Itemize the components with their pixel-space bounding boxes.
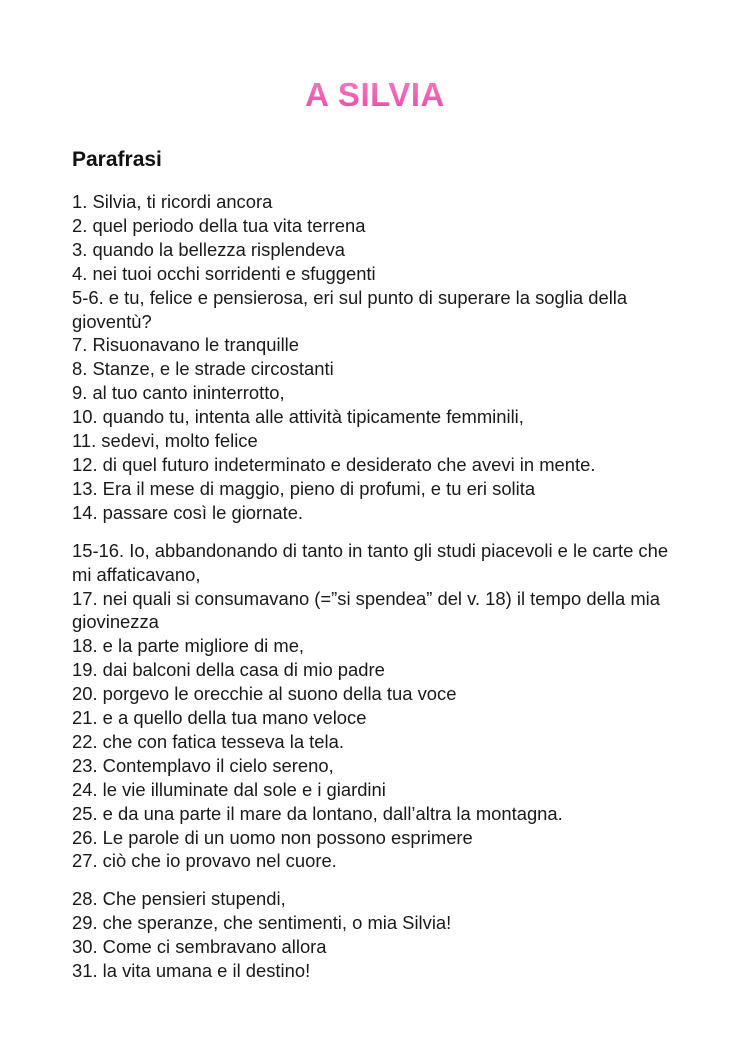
section-heading: Parafrasi: [72, 148, 162, 171]
verse-line: 30. Come ci sembravano allora: [72, 936, 327, 958]
verse-line: 1. Silvia, ti ricordi ancora: [72, 191, 273, 212]
verse-line: 15-16. Io, abbandonando di tanto in tanto gli studi piacevoli e le carte che mi affaticavano,: [72, 539, 669, 585]
verse-line: 18. e la parte migliore di me,: [72, 635, 305, 657]
verse-line: 24. le vie illuminate dal sole e i giardini: [72, 778, 386, 800]
verse-line: 23. Contemplavo il cielo sereno,: [72, 754, 334, 776]
verse-line: 10. quando tu, intenta alle attività tipicamente femminili,: [72, 406, 524, 428]
verse-line: 20. porgevo le orecchie al suono della tua voce: [72, 683, 457, 705]
verse-line: 21. e a quello della tua mano veloce: [72, 707, 367, 729]
verse-line: 12. di quel futuro indeterminato e desiderato che avevi in mente.: [72, 453, 596, 475]
verse-line: 5-6. e tu, felice e pensierosa, eri sul punto di superare la soglia della gioventù?: [72, 286, 628, 332]
verse-line: 29. che speranze, che sentimenti, o mia Silvia!: [72, 912, 452, 934]
verse-line: 17. nei quali si consumavano (=”si spendea” del v. 18) il tempo della mia giovinezza: [72, 587, 660, 633]
page-title: A SILVIA: [0, 76, 750, 114]
verse-line: 22. che con fatica tesseva la tela.: [72, 730, 344, 752]
stanza-3: [72, 887, 692, 983]
stanza-2: [72, 539, 692, 874]
verse-line: 8. Stanze, e le strade circostanti: [72, 358, 334, 380]
verse-line: 7. Risuonavano le tranquille: [72, 334, 299, 356]
verse-line: 27. ciò che io provavo nel cuore.: [72, 850, 337, 872]
verse-line: 11. sedevi, molto felice: [72, 430, 258, 452]
verse-line: 4. nei tuoi occhi sorridenti e sfuggenti: [72, 262, 376, 284]
verse-line: 14. passare così le giornate.: [72, 501, 304, 523]
paraphrase-body: [72, 190, 692, 997]
verse-line: 25. e da una parte il mare da lontano, dall’altra la montagna.: [72, 802, 563, 824]
verse-line: 2. quel periodo della tua vita terrena: [72, 214, 366, 236]
verse-line: 31. la vita umana e il destino!: [72, 960, 311, 982]
verse-line: 26. Le parole di un uomo non possono esprimere: [72, 826, 473, 848]
verse-line: 28. Che pensieri stupendi,: [72, 888, 286, 910]
verse-line: 9. al tuo canto ininterrotto,: [72, 382, 285, 404]
verse-line: 13. Era il mese di maggio, pieno di profumi, e tu eri solita: [72, 477, 536, 499]
stanza-1: [72, 190, 692, 525]
verse-line: 19. dai balconi della casa di mio padre: [72, 659, 385, 681]
verse-line: 3. quando la bellezza risplendeva: [72, 238, 345, 260]
